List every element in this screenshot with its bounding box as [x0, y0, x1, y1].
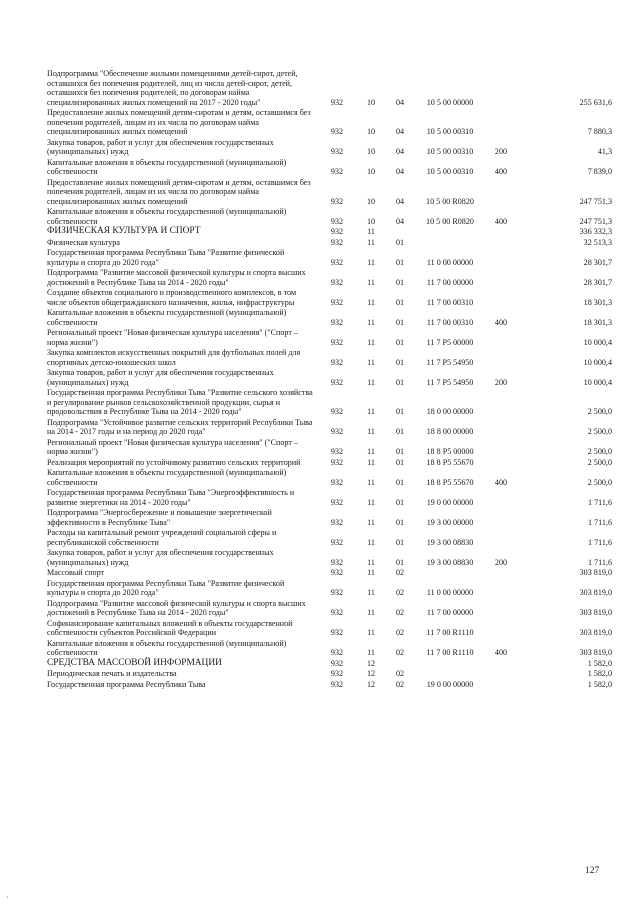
expense-type-code: [483, 527, 519, 547]
subsection-code: 01: [395, 317, 405, 327]
grbs-code: 932: [330, 679, 344, 689]
subsection-code: 02: [395, 568, 405, 577]
row-name: Подпрограмма "Обеспечение жилыми помещениями детей-сирот, детей, оставшихся без попечения родителей, лиц из числа детей-сирот, детей, оставшихся без попечения родителей, по договорам найма специализированных жилых помещений на 2017 - 2020 годы": [47, 69, 298, 107]
section-code: 11: [367, 427, 375, 436]
row-name: Периодическая печать и издательства: [47, 669, 177, 678]
grbs-code: 932: [330, 147, 344, 156]
table-row: [47, 457, 612, 468]
target-article-code: 11 7 00 R1110: [426, 628, 474, 637]
grbs-code: 932: [330, 227, 344, 236]
expense-type-code: [483, 177, 519, 207]
section-code: 10: [366, 216, 376, 226]
expense-type-code: [483, 327, 519, 347]
amount: 1 711,6: [588, 557, 612, 567]
subsection-code: 04: [395, 127, 405, 136]
table-row: [47, 307, 612, 327]
amount: 1 582,0: [587, 658, 612, 668]
target-article-code: 11 7 00 R1110: [426, 648, 474, 657]
table-row: [47, 679, 612, 690]
target-article-code: 10 5 00 00310: [426, 147, 474, 156]
section-code: 11: [367, 257, 375, 267]
subsection-code: 01: [395, 477, 405, 487]
grbs-code: 932: [330, 427, 344, 436]
amount: 28 301,7: [583, 257, 612, 267]
target-article-code: 11 7 P5 54950: [426, 377, 474, 387]
amount: 2 500,0: [587, 457, 612, 467]
amount: 10 000,4: [583, 337, 612, 347]
target-article-code: 10 5 00 00310: [426, 127, 474, 136]
row-name: ФИЗИЧЕСКАЯ КУЛЬТУРА И СПОРТ: [47, 226, 201, 236]
grbs-code: 932: [330, 517, 344, 527]
amount: 32 513,3: [583, 237, 612, 247]
table-row: [47, 206, 612, 226]
section-code: 11: [367, 537, 375, 547]
expense-type-code: 400: [494, 317, 508, 327]
amount: 18 301,3: [583, 297, 612, 307]
grbs-code: 932: [330, 497, 344, 507]
section-code: 10: [366, 167, 376, 176]
subsection-code: [383, 658, 417, 669]
section-code: 11: [367, 317, 375, 327]
amount: 10 000,4: [583, 357, 612, 367]
row-name: Региональный проект "Новая физическая культура населения" ("Спорт –норма жизни"): [47, 328, 298, 347]
table-row: [47, 137, 612, 157]
subsection-code: 01: [395, 517, 405, 527]
subsection-code: 04: [395, 97, 405, 107]
section-code: 11: [367, 628, 375, 637]
target-article-code: 11 0 00 00000: [426, 257, 474, 267]
subsection-code: 01: [395, 407, 405, 416]
row-name: Закупка комплектов искусственных покрытий для футбольных полей для спортивных детско-юношеских школ: [47, 348, 301, 367]
expense-type-code: [483, 387, 519, 417]
table-row: [47, 668, 612, 679]
expense-type-code: [483, 658, 519, 669]
amount: 7 839,0: [587, 167, 612, 176]
section-code: 11: [367, 377, 375, 387]
target-article-code: 19 0 00 00000: [426, 497, 474, 507]
table-row: [47, 267, 612, 287]
section-code: 11: [367, 517, 375, 527]
target-article-code: 19 3 00 00000: [426, 517, 474, 527]
table-row: [47, 347, 612, 367]
grbs-code: 932: [330, 216, 344, 226]
expense-type-code: [483, 69, 519, 107]
target-article-code: [417, 658, 483, 669]
table-row: [47, 527, 612, 547]
row-name: Подпрограмма "Развитие массовой физической культуры и спорта высших достижений в Республике Тыва на 2014 - 2020 годы": [47, 598, 306, 617]
row-name: Закупка товаров, работ и услуг для обеспечения государственных (муниципальных) нужд: [47, 137, 274, 156]
grbs-code: 932: [330, 127, 344, 136]
target-article-code: [417, 226, 483, 237]
row-name: Капитальные вложения в объекты государственной (муниципальной) собственности: [47, 207, 287, 226]
grbs-code: 932: [330, 317, 344, 327]
target-article-code: 10 5 00 00310: [426, 167, 474, 176]
row-name: Софинансирование капитальных вложений в объекты государственной собственности субъектов Российской Федерации: [47, 618, 293, 637]
row-name: Подпрограмма "Развитие массовой физической культуры и спорта высших достижений в Республике Тыва на 2014 - 2020 годы": [47, 268, 306, 287]
grbs-code: 932: [330, 297, 344, 307]
grbs-code: 932: [330, 407, 344, 416]
row-name: Массовый спорт: [47, 568, 105, 577]
table-row: [47, 567, 612, 578]
row-name: Расходы на капитальный ремонт учреждений социальной сферы и республиканской собственности: [47, 528, 277, 547]
table-row: [47, 578, 612, 598]
grbs-code: 932: [330, 237, 344, 247]
target-article-code: 11 0 00 00000: [426, 588, 474, 597]
row-name: Капитальные вложения в объекты государственной (муниципальной) собственности: [47, 157, 287, 176]
target-article-code: 11 7 P5 54950: [426, 357, 474, 367]
expense-type-code: 200: [494, 377, 508, 387]
target-article-code: 19 3 00 08830: [426, 557, 474, 567]
table-row: [47, 107, 612, 137]
table-row: [47, 487, 612, 507]
amount: 303 819,0: [579, 588, 612, 597]
expense-type-code: [483, 247, 519, 267]
section-code: 11: [367, 588, 375, 597]
target-article-code: 18 8 00 00000: [426, 427, 474, 436]
target-article-code: [417, 668, 483, 679]
row-name: Предоставление жилых помещений детям-сиротам и детям, оставшимся без попечения родителей, лицам из их числа по договорам найма специализированных жилых помещений: [47, 177, 311, 206]
amount: 41,3: [597, 147, 612, 156]
row-name: Государственная программа Республики Тыва "Развитие сельского хозяйства и регулирование рынков сельскохозяйственной продукции, сырья и продовольствия в Республике Тыва на 2014 - 2020 годы": [47, 388, 313, 416]
row-name: Подпрограмма "Энергосбережение и повышение энергетической эффективности в Республике Тыва": [47, 508, 272, 527]
subsection-code: 04: [395, 216, 405, 226]
table-row: [47, 618, 612, 638]
subsection-code: 01: [395, 257, 405, 267]
section-code: 11: [367, 337, 375, 347]
row-name: Предоставление жилых помещений детям-сиротам и детям, оставшимся без попечения родителей, лицам из их числа по договорам найма специализированных жилых помещений: [47, 108, 311, 136]
expense-type-code: [483, 267, 519, 287]
subsection-code: 04: [395, 167, 405, 176]
table-row: [47, 237, 612, 248]
row-name: Закупка товаров, работ и услуг для обеспечения государственных (муниципальных) нужд: [47, 368, 274, 387]
table-row: [47, 226, 612, 237]
grbs-code: 932: [330, 377, 344, 387]
amount: 1 711,6: [588, 537, 612, 547]
expense-type-code: [483, 567, 519, 578]
table-row: [47, 598, 612, 618]
section-code: 12: [366, 669, 376, 678]
row-name: Региональный проект "Новая физическая культура населения" ("Спорт –норма жизни"): [47, 437, 298, 456]
target-article-code: 18 8 P5 00000: [426, 447, 474, 456]
expense-type-code: [483, 287, 519, 307]
row-name: Государственная программа Республики Тыва "Развитие физической культуры и спорта до 2020 года": [47, 248, 285, 267]
subsection-code: 01: [395, 537, 405, 547]
subsection-code: 02: [395, 608, 405, 617]
row-name: СРЕДСТВА МАССОВОЙ ИНФОРМАЦИИ: [47, 657, 222, 668]
grbs-code: 932: [330, 588, 344, 597]
subsection-code: 01: [395, 277, 405, 287]
subsection-code: 01: [395, 297, 405, 307]
amount: 303 819,0: [579, 608, 612, 617]
subsection-code: [383, 226, 417, 237]
section-code: 11: [367, 568, 375, 577]
amount: 2 500,0: [587, 407, 612, 416]
grbs-code: 932: [330, 537, 344, 547]
table-row: [47, 547, 612, 567]
table-row: [47, 417, 612, 437]
grbs-code: 932: [330, 447, 344, 456]
amount: 2 500,0: [587, 447, 612, 456]
subsection-code: 01: [395, 457, 405, 467]
expense-type-code: 200: [494, 557, 508, 567]
grbs-code: 932: [330, 457, 344, 467]
target-article-code: 11 7 00 00310: [426, 297, 474, 307]
amount: 2 500,0: [587, 477, 612, 487]
target-article-code: 18 8 P5 55670: [426, 457, 474, 467]
section-code: 10: [366, 97, 376, 107]
budget-table: [47, 69, 612, 689]
table-row: [47, 467, 612, 487]
target-article-code: 10 5 00 00000: [426, 97, 474, 107]
section-code: 11: [367, 407, 375, 416]
target-article-code: [417, 567, 483, 578]
target-article-code: 11 7 00 00310: [426, 317, 474, 327]
subsection-code: 02: [395, 628, 405, 637]
expense-type-code: [483, 578, 519, 598]
grbs-code: 932: [330, 628, 344, 637]
subsection-code: 01: [395, 427, 405, 436]
grbs-code: 932: [330, 167, 344, 176]
grbs-code: 932: [330, 608, 344, 617]
target-article-code: 10 5 00 R0820: [426, 216, 474, 226]
row-name: Физическая культура: [47, 237, 120, 247]
amount: 1 711,6: [588, 517, 612, 527]
expense-type-code: 200: [494, 147, 508, 156]
expense-type-code: 400: [494, 648, 508, 657]
grbs-code: 932: [330, 97, 344, 107]
target-article-code: 18 0 00 00000: [426, 407, 474, 416]
table-row: [47, 287, 612, 307]
amount: 7 880,3: [587, 127, 612, 136]
row-name: Государственная программа Республики Тыва "Энергоэффективность и развитие энергетики на 2014 - 2020 годы": [47, 488, 295, 507]
section-code: 12: [366, 658, 376, 668]
table-row: [47, 69, 612, 107]
subsection-code: 02: [395, 679, 405, 689]
amount: 18 301,3: [583, 317, 612, 327]
subsection-code: 04: [395, 196, 405, 206]
target-article-code: 10 5 00 R0820: [426, 196, 474, 206]
expense-type-code: [483, 457, 519, 468]
subsection-code: 01: [395, 447, 405, 456]
grbs-code: 932: [330, 277, 344, 287]
grbs-code: 932: [330, 648, 344, 657]
budget-table-body: [47, 69, 612, 689]
grbs-code: 932: [330, 257, 344, 267]
expense-type-code: [483, 618, 519, 638]
section-code: 11: [367, 648, 375, 657]
section-code: 11: [367, 227, 375, 236]
amount: 28 301,7: [583, 277, 612, 287]
section-code: 11: [367, 357, 375, 367]
row-name: Капитальные вложения в объекты государственной (муниципальной) собственности: [47, 468, 287, 487]
expense-type-code: [483, 668, 519, 679]
row-name: Капитальные вложения в объекты государственной (муниципальной) собственности: [47, 638, 287, 657]
grbs-code: 932: [330, 337, 344, 347]
section-code: 11: [367, 457, 375, 467]
subsection-code: 01: [395, 337, 405, 347]
section-code: 11: [367, 297, 375, 307]
table-row: [47, 437, 612, 457]
section-code: 12: [366, 679, 376, 689]
row-name: Создание объектов социального и производственного комплексов, в том числе объектов общегражданского назначения, жилья, инфраструктуры: [47, 288, 297, 307]
grbs-code: 932: [330, 568, 344, 577]
amount: 247 751,3: [579, 216, 612, 226]
expense-type-code: 400: [494, 477, 508, 487]
target-article-code: 19 0 00 00000: [426, 679, 474, 689]
amount: 247 751,3: [579, 196, 612, 206]
expense-type-code: [483, 507, 519, 527]
subsection-code: 01: [395, 557, 405, 567]
grbs-code: 932: [330, 658, 344, 668]
expense-type-code: [483, 347, 519, 367]
expense-type-code: 400: [494, 167, 508, 176]
amount: 303 819,0: [579, 648, 612, 657]
scan-mark: ·: [6, 893, 9, 902]
section-code: 11: [367, 497, 375, 507]
amount: 2 500,0: [587, 427, 612, 436]
row-name: Реализация мероприятий по устойчивому развитию сельских территорий: [47, 457, 301, 467]
table-row: [47, 327, 612, 347]
amount: 336 332,3: [579, 227, 612, 236]
grbs-code: 932: [330, 196, 344, 206]
expense-type-code: [483, 237, 519, 248]
subsection-code: 01: [395, 237, 405, 247]
target-article-code: 11 7 P5 00000: [426, 337, 474, 347]
amount: 1 582,0: [587, 679, 612, 689]
expense-type-code: [483, 598, 519, 618]
table-row: [47, 157, 612, 177]
section-code: 11: [367, 277, 375, 287]
subsection-code: 02: [395, 648, 405, 657]
row-name: Государственная программа Республики Тыва: [47, 679, 206, 689]
subsection-code: 01: [395, 497, 405, 507]
expense-type-code: [483, 679, 519, 690]
subsection-code: 02: [395, 669, 405, 678]
expense-type-code: [483, 487, 519, 507]
expense-type-code: [483, 437, 519, 457]
amount: 303 819,0: [579, 628, 612, 637]
section-code: 11: [367, 237, 375, 247]
grbs-code: 932: [330, 477, 344, 487]
section-code: 10: [366, 127, 376, 136]
expense-type-code: [483, 226, 519, 237]
expense-type-code: [483, 417, 519, 437]
expense-type-code: [483, 107, 519, 137]
row-name: Подпрограмма "Устойчивое развитие сельских территорий Республики Тыва на 2014 - 2017 годы и на период до 2020 года": [47, 417, 313, 436]
table-row: [47, 638, 612, 658]
target-article-code: 11 7 00 00000: [426, 277, 474, 287]
row-name: Капитальные вложения в объекты государственной (муниципальной) собственности: [47, 308, 287, 327]
amount: 10 000,4: [583, 377, 612, 387]
table-row: [47, 367, 612, 387]
page-number: 127: [585, 866, 600, 876]
row-name: Государственная программа Республики Тыва "Развитие физической культуры и спорта до 2020 года": [47, 578, 285, 597]
subsection-code: 02: [395, 588, 405, 597]
section-code: 10: [366, 147, 376, 156]
table-row: [47, 177, 612, 207]
expense-type-code: 400: [494, 216, 508, 226]
table-row: [47, 507, 612, 527]
amount: 1 582,0: [587, 669, 612, 678]
section-code: 11: [367, 608, 375, 617]
section-code: 11: [367, 477, 375, 487]
target-article-code: 19 3 00 08830: [426, 537, 474, 547]
target-article-code: 11 7 00 00000: [426, 608, 474, 617]
subsection-code: 04: [395, 147, 405, 156]
amount: 303 819,0: [579, 568, 612, 577]
section-code: 11: [367, 447, 375, 456]
table-row: [47, 387, 612, 417]
subsection-code: 01: [395, 357, 405, 367]
grbs-code: 932: [330, 357, 344, 367]
table-row: [47, 247, 612, 267]
row-name: Закупка товаров, работ и услуг для обеспечения государственных (муниципальных) нужд: [47, 548, 274, 567]
amount: 1 711,6: [588, 497, 612, 507]
section-code: 11: [367, 557, 375, 567]
section-code: 10: [366, 196, 376, 206]
table-row: [47, 658, 612, 669]
target-article-code: 18 8 P5 55670: [426, 477, 474, 487]
grbs-code: 932: [330, 669, 344, 678]
amount: 255 631,6: [579, 97, 612, 107]
grbs-code: 932: [330, 557, 344, 567]
target-article-code: [417, 237, 483, 248]
subsection-code: 01: [395, 377, 405, 387]
